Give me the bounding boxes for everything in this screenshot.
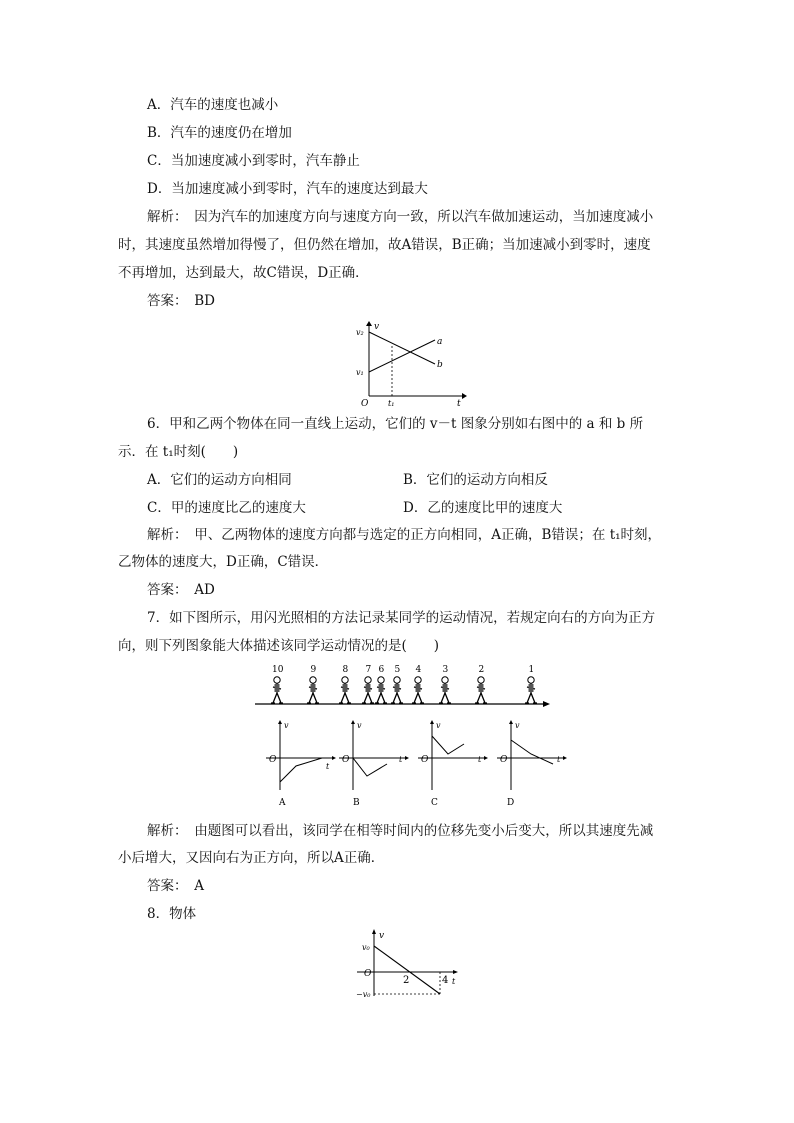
frame-number: 3	[442, 665, 449, 675]
q8-vt-graph	[335, 928, 465, 1004]
graph-a-label: A	[279, 798, 286, 808]
graph-a-o: O	[269, 755, 277, 765]
q7-graph-a	[262, 718, 342, 810]
q6-option-a: A．它们的运动方向相同	[147, 472, 292, 488]
graph-b-o: O	[342, 755, 350, 765]
graph-c-line	[432, 736, 464, 754]
q5-option-b: B．汽车的速度仍在增加	[147, 125, 292, 141]
graph-d-o: O	[500, 755, 508, 765]
origin-label: O	[361, 399, 369, 406]
q6-option-b: B．它们的运动方向相反	[403, 472, 548, 488]
graph-a-v: v	[284, 721, 289, 730]
t1-label: t₁	[388, 399, 395, 406]
frame-number: 2	[478, 665, 485, 675]
frame-number: 7	[365, 665, 372, 675]
line-b	[369, 332, 435, 364]
frame-number: 9	[310, 665, 317, 675]
q6-option-c: C．甲的速度比乙的速度大	[147, 500, 306, 516]
graph-c-t: t	[478, 755, 482, 764]
q7-stem-line-2: 向，则下列图象能大体描述该同学运动情况的是( )	[118, 638, 440, 654]
flash-photo-strip	[255, 660, 555, 710]
walker-frame-6	[375, 665, 387, 703]
q6-analysis-line-2: 乙物体的速度大，D正确，C错误．	[118, 554, 329, 570]
graph-b-label: B	[353, 798, 360, 808]
frame-number: 6	[378, 665, 385, 675]
walker-frame-8	[339, 665, 351, 703]
q5-analysis-line-2: 时，其速度虽然增加得慢了，但仍然在增加，故A错误，B正确；当加速减小到零时，速度	[118, 237, 651, 253]
graph-d-line	[511, 740, 553, 764]
q8-neg-v0-label: −v₀	[356, 990, 371, 999]
graph-b-line	[353, 758, 387, 776]
q8-v-label: v	[379, 931, 385, 941]
v2-label: v₂	[356, 328, 364, 337]
walker-frame-5	[391, 665, 403, 703]
q7-graph-b	[335, 718, 415, 810]
graph-b-v: v	[357, 721, 362, 730]
q6-stem-line-1: 6．甲和乙两个物体在同一直线上运动，它们的 v－t 图象分别如右图中的 a 和 b 所	[147, 416, 644, 432]
frame-number: 5	[394, 665, 401, 675]
q7-graph-d	[493, 718, 573, 810]
q8-origin-label: O	[364, 969, 372, 979]
frame-number: 8	[342, 665, 349, 675]
q8-stem: 8．物体	[147, 906, 197, 922]
q7-analysis-line-2: 小后增大，又因向右为正方向，所以A正确．	[118, 850, 385, 866]
walker-frame-4	[412, 665, 424, 703]
line-b-label: b	[437, 360, 443, 370]
graph-c-label: C	[431, 798, 438, 808]
frame-number: 1	[528, 665, 535, 675]
line-a	[369, 340, 435, 372]
graph-d-t: t	[557, 755, 561, 764]
line-a-label: a	[437, 337, 443, 347]
v-axis-label: v	[374, 322, 380, 332]
q7-graph-c	[414, 718, 494, 810]
q7-analysis-line-1: 解析： 由题图可以看出，该同学在相等时间内的位移先变小后变大，所以其速度先减	[147, 823, 654, 839]
q5-option-d: D．当加速度减小到零时，汽车的速度达到最大	[147, 181, 428, 197]
q8-tick-4: 4	[442, 975, 449, 986]
walker-frame-3	[439, 665, 451, 703]
q6-vt-graph	[340, 318, 470, 406]
v1-label: v₁	[356, 368, 364, 377]
q6-answer: 答案： AD	[147, 582, 215, 598]
graph-d-v: v	[515, 721, 520, 730]
q8-t-label: t	[452, 977, 456, 986]
graph-b-t: t	[399, 755, 403, 764]
walker-frame-7	[362, 665, 374, 703]
q6-analysis-line-1: 解析： 甲、乙两物体的速度方向都与选定的正方向相同，A正确，B错误；在 t₁时刻，	[147, 527, 662, 543]
walker-frame-1	[525, 665, 537, 703]
walker-frame-2	[475, 665, 487, 703]
q5-option-a: A．汽车的速度也减小	[147, 97, 279, 113]
frame-number: 4	[415, 665, 422, 675]
graph-a-t: t	[326, 762, 330, 771]
q5-analysis-line-3: 不再增加，达到最大，故C错误，D正确．	[118, 265, 369, 281]
q7-answer: 答案： A	[147, 878, 204, 894]
frame-number: 10	[272, 665, 284, 675]
q5-answer: 答案： BD	[147, 293, 215, 309]
graph-c-v: v	[436, 721, 441, 730]
walker-frame-9	[307, 665, 319, 703]
q8-velocity-line	[374, 946, 440, 994]
q8-tick-2: 2	[403, 975, 410, 986]
q7-stem-line-1: 7．如下图所示，用闪光照相的方法记录某同学的运动情况，若规定向右的方向为正方	[147, 610, 656, 626]
graph-a-line	[280, 758, 322, 782]
q8-v0-label: v₀	[362, 943, 370, 952]
q6-stem-line-2: 示．在 t₁时刻( )	[118, 444, 239, 460]
walker-frame-10	[271, 665, 284, 703]
graph-d-label: D	[507, 798, 515, 808]
t-axis-label: t	[457, 399, 461, 406]
q5-analysis-line-1: 解析： 因为汽车的加速度方向与速度方向一致，所以汽车做加速运动，当加速度减小	[147, 209, 654, 225]
graph-c-o: O	[421, 755, 429, 765]
q5-option-c: C．当加速度减小到零时，汽车静止	[147, 153, 360, 169]
q6-option-d: D．乙的速度比甲的速度大	[403, 500, 563, 516]
